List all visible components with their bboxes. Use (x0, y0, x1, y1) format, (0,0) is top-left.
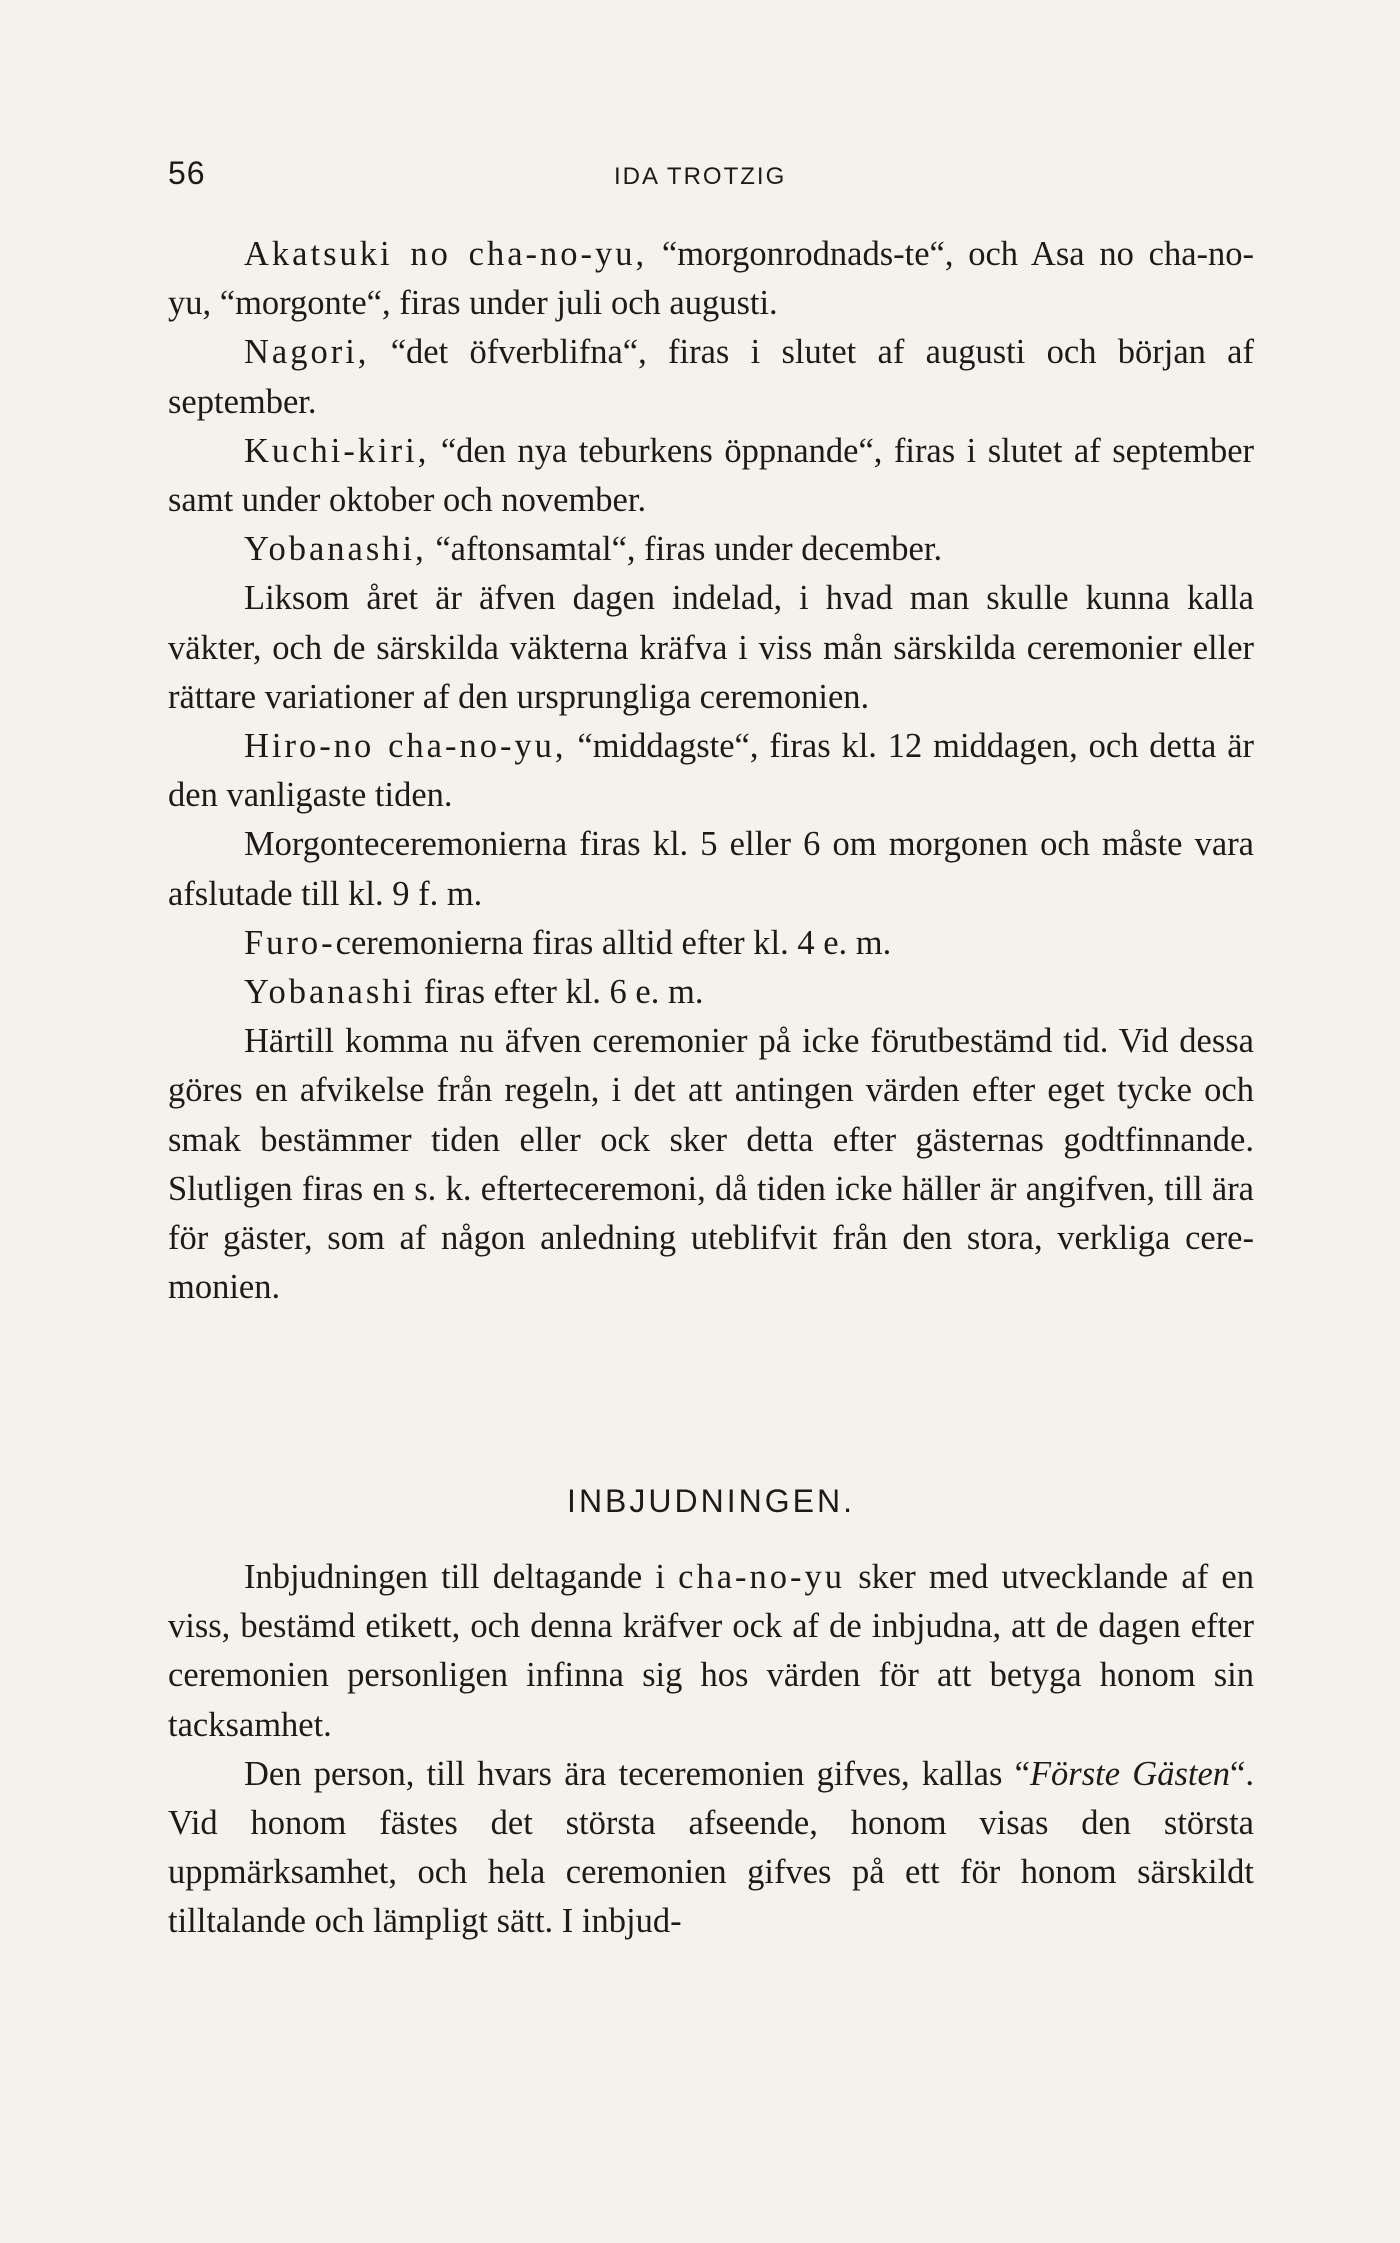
paragraph-text: ceremonierna firas alltid efter kl. 4 e. m. (335, 923, 892, 962)
paragraph-furo (168, 919, 1254, 968)
term-akatsuki: Akatsuki no cha-no-yu, (244, 235, 648, 273)
paragraph-nagori (168, 328, 1254, 426)
paragraph-kuchi-kiri (168, 427, 1254, 525)
term-kuchi-kiri: Kuchi-kiri, (244, 431, 430, 470)
paragraph-text: Liksom året är äfven dagen indelad, i hvad man skulle kunna kalla väkter, och de särskilda väkterna kräfva i viss mån särskilda ceremonier eller rättare variationer af den ursprungliga ceremonien. (168, 579, 1254, 716)
body-text (168, 230, 1254, 1312)
paragraph-akatsuki (168, 230, 1254, 328)
term-furo: Furo- (244, 923, 336, 962)
paragraph-text: Härtill komma nu äfven ceremonier på icke förutbestämd tid. Vid dessa göres en afvikelse från regeln, i det att antingen värden efter eget tycke och smak bestämmer tiden eller ock sker detta efter gästernas godtfinnande. Slutligen firas en s. k. efterteceremoni, då tiden icke häller är angifven, till ära för gäster, som af någon anledning uteblifvit från den stora, verkliga ceremonien. (168, 1022, 1254, 1307)
term-cha-no-yu: cha-no-yu (678, 1558, 846, 1596)
paragraph-yobanashi (168, 525, 1254, 574)
paragraph-liksom (168, 574, 1254, 722)
term-hiro-no: Hiro-no cha-no-yu, (244, 727, 567, 766)
paragraph-den-person (168, 1750, 1254, 1947)
paragraph-text: firas efter kl. 6 e. m. (415, 973, 704, 1012)
paragraph-yobanashi-time (168, 968, 1254, 1017)
running-head (168, 155, 1258, 195)
paragraph-text: Inbjudningen till deltagande i (244, 1558, 679, 1596)
paragraph-text: “den nya teburkens öppnande“, firas i slutet af september samt under oktober och november. (168, 431, 1254, 520)
term-forste-gasten: Förste Gästen (1029, 1754, 1231, 1793)
term-yobanashi-2: Yobanashi (244, 973, 416, 1012)
page-number: 56 (168, 155, 206, 191)
term-yobanashi: Yobanashi, (244, 530, 427, 569)
paragraph-text: “middagste“, firas kl. 12 middagen, och detta är den vanligaste tiden. (168, 727, 1254, 815)
paragraph-text: “. Vid honom fästes det största afseende, honom visas den största uppmärksamhet, och hela ceremonien gifves på ett för honom särskildt tilltalande och lämpligt sätt. I inbjud- (168, 1754, 1254, 1941)
paragraph-hartill (168, 1017, 1254, 1312)
paragraph-text: Morgonteceremonierna firas kl. 5 eller 6 om morgonen och måste vara afslutade till kl. 9 f. m. (168, 825, 1254, 913)
paragraph-morgon (168, 820, 1254, 918)
paragraph-text: “det öfverblifna“, firas i slutet af augusti och början af september. (168, 333, 1254, 421)
paragraph-inbjudningen (168, 1553, 1254, 1750)
running-title: IDA TROTZIG (614, 163, 787, 190)
paragraph-text: “morgonrodnads-te“, och Asa no cha-no-yu, “morgonte“, firas under juli och augusti. (168, 235, 1255, 323)
paragraph-text: sker med utvecklande af en viss, bestämd etikett, och denna kräfver ock af de inbjudna, att de dagen efter ceremonien personligen infinna sig hos värden för att betyga honom sin tacksamhet. (168, 1558, 1254, 1744)
paragraph-text: “aftonsamtal“, firas under december. (426, 530, 943, 569)
paragraph-hiro-no (168, 722, 1254, 820)
section-body (168, 1553, 1254, 1947)
paragraph-text: Den person, till hvars ära teceremonien gifves, kallas “ (244, 1754, 1030, 1793)
term-nagori: Nagori, (244, 333, 370, 372)
section-heading: INBJUDNINGEN. (567, 1483, 855, 1519)
